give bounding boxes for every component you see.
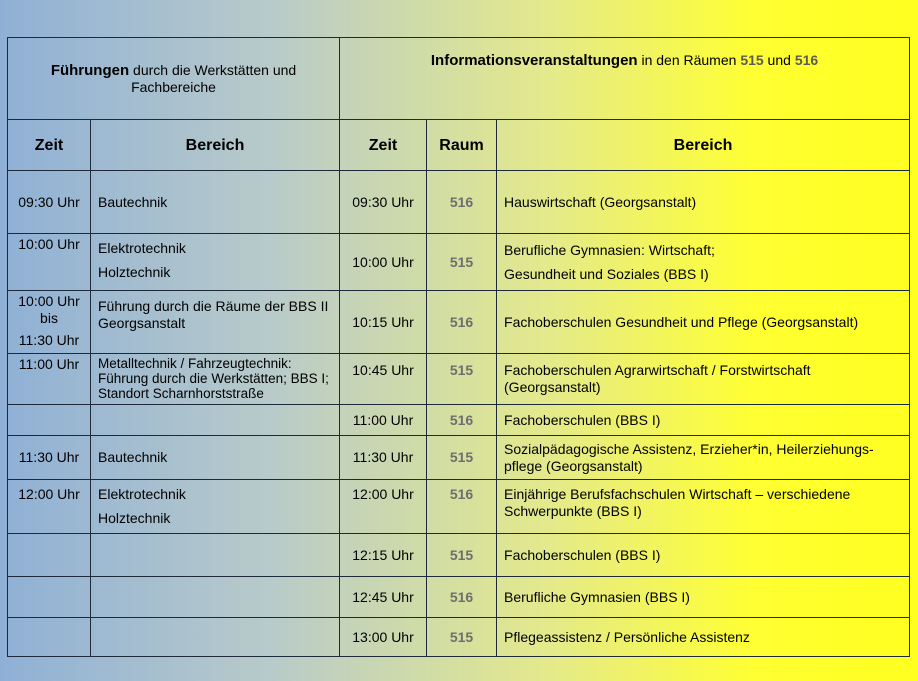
empty-cell [91, 405, 340, 436]
table-row [8, 354, 910, 405]
info-bereich: Einjährige Berufsfachschulen Wirtschaft – verschiedene Schwerpunkte (BBS I) [497, 480, 910, 534]
info-zeit: 11:00 Uhr [340, 405, 427, 436]
fuehrung-bereich-line: Elektrotechnik [98, 240, 186, 256]
fuehrungen-header [8, 38, 340, 120]
info-zeit: 10:00 Uhr [340, 234, 427, 291]
info-zeit: 12:15 Uhr [340, 534, 427, 577]
info-header [340, 38, 910, 120]
empty-cell [8, 577, 91, 618]
info-zeit: 10:15 Uhr [340, 291, 427, 354]
empty-cell [8, 534, 91, 577]
info-zeit: 12:00 Uhr [340, 480, 427, 534]
schedule-table [7, 37, 910, 657]
fuehrung-zeit-line: 10:00 Uhr [18, 293, 80, 309]
info-bereich: Sozialpädagogische Assistenz, Erzieher*in, Heilerziehungs-pflege (Georgsanstalt) [497, 436, 910, 480]
info-bereich [497, 234, 910, 291]
info-raum: 516 [427, 405, 497, 436]
fuehrung-zeit: 12:00 Uhr [8, 480, 91, 534]
table-row [8, 577, 910, 618]
fuehrung-zeit: 11:00 Uhr [8, 354, 91, 405]
fuehrung-bereich: Führung durch die Räume der BBS II Georgsanstalt [91, 291, 340, 354]
info-raum: 515 [427, 354, 497, 405]
info-raum: 515 [427, 534, 497, 577]
info-raum: 515 [427, 234, 497, 291]
table-row [8, 534, 910, 577]
fuehrung-bereich [91, 480, 340, 534]
fuehrung-bereich [91, 234, 340, 291]
info-bereich: Berufliche Gymnasien (BBS I) [497, 577, 910, 618]
table-row [8, 618, 910, 657]
fuehrung-bereich-line: Holztechnik [98, 510, 171, 526]
empty-cell [8, 618, 91, 657]
table-row [8, 480, 910, 534]
table-row [8, 436, 910, 480]
info-zeit: 13:00 Uhr [340, 618, 427, 657]
info-bereich-line: Gesundheit und Soziales (BBS I) [504, 266, 709, 282]
fuehrungen-subtitle: durch die Werkstätten und Fachbereiche [129, 61, 297, 95]
fuehrung-bereich-line: Elektrotechnik [98, 486, 186, 502]
empty-cell [91, 534, 340, 577]
table-row [8, 405, 910, 436]
info-subtitle: in den Räumen [637, 52, 741, 68]
info-bereich-line: Berufliche Gymnasien: Wirtschaft; [504, 242, 715, 258]
info-raum: 516 [427, 291, 497, 354]
info-bereich: Fachoberschulen Gesundheit und Pflege (Georgsanstalt) [497, 291, 910, 354]
fuehrung-zeit: 10:00 Uhr [8, 234, 91, 291]
info-bereich: Fachoberschulen Agrarwirtschaft / Forstwirtschaft (Georgsanstalt) [497, 354, 910, 405]
empty-cell [91, 618, 340, 657]
table-row [8, 171, 910, 234]
info-zeit: 12:45 Uhr [340, 577, 427, 618]
info-zeit: 11:30 Uhr [340, 436, 427, 480]
col-bereich: Bereich [91, 120, 340, 171]
info-raum: 515 [427, 618, 497, 657]
info-bereich: Hauswirtschaft (Georgsanstalt) [497, 171, 910, 234]
fuehrung-bereich: Bautechnik [91, 171, 340, 234]
fuehrung-bereich-line: Holztechnik [98, 264, 171, 280]
fuehrung-zeit-line: 11:30 Uhr [18, 332, 80, 348]
fuehrung-zeit-line: bis [40, 310, 58, 326]
table-row [8, 234, 910, 291]
table-row [8, 291, 910, 354]
info-bereich: Pflegeassistenz / Persönliche Assistenz [497, 618, 910, 657]
info-zeit: 09:30 Uhr [340, 171, 427, 234]
room-a: 515 [740, 52, 764, 68]
fuehrung-bereich: Bautechnik [91, 436, 340, 480]
room-b: 516 [794, 52, 819, 68]
info-raum: 515 [427, 436, 497, 480]
fuehrungen-title: Führungen [50, 61, 130, 79]
empty-cell [8, 405, 91, 436]
col-zeit: Zeit [8, 120, 91, 171]
info-raum: 516 [427, 577, 497, 618]
info-zeit: 10:45 Uhr [340, 354, 427, 405]
empty-cell [91, 577, 340, 618]
fuehrung-zeit: 11:30 Uhr [8, 436, 91, 480]
info-title: Informationsveranstaltungen [430, 52, 638, 69]
col-raum: Raum [427, 120, 497, 171]
info-bereich: Fachoberschulen (BBS I) [497, 405, 910, 436]
info-und: und [763, 52, 795, 68]
col-zeit-2: Zeit [340, 120, 427, 171]
info-raum: 516 [427, 171, 497, 234]
info-raum: 516 [427, 480, 497, 534]
fuehrung-zeit: 09:30 Uhr [8, 171, 91, 234]
fuehrung-bereich: Metalltechnik / Fahrzeugtechnik: Führung durch die Werkstätten; BBS I; Standort Scharnhorststraße [91, 354, 340, 405]
fuehrung-zeit [8, 291, 91, 354]
info-bereich: Fachoberschulen (BBS I) [497, 534, 910, 577]
col-bereich-2: Bereich [497, 120, 910, 171]
